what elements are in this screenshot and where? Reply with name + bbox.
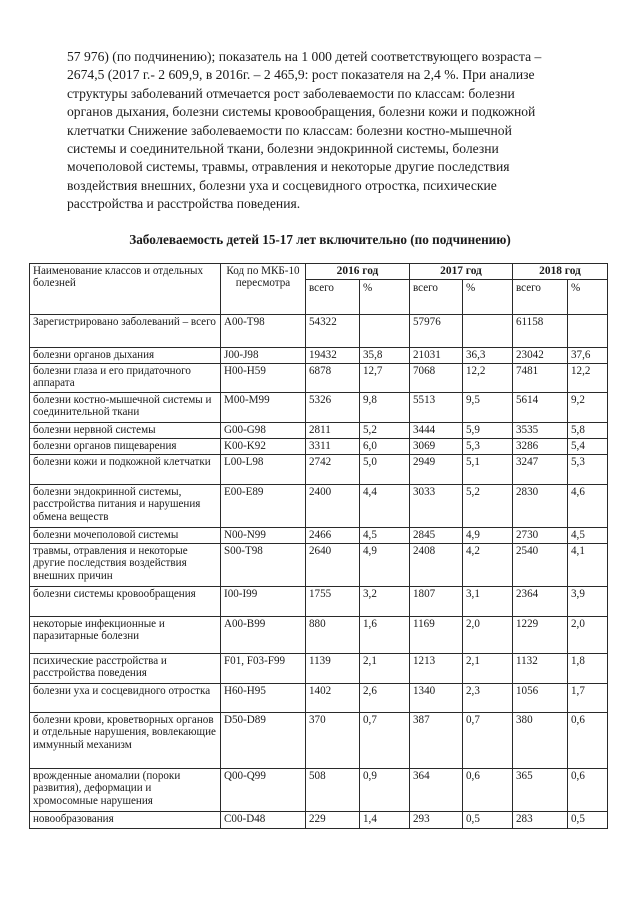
total-2016-cell: 1755 [306,587,360,617]
table-row [30,812,608,829]
disease-class-cell: новообразования [30,812,221,829]
total-2017-cell: 293 [410,812,463,829]
disease-class-cell: болезни системы кровообращения [30,587,221,617]
percent-2018-cell: 12,2 [568,364,608,393]
disease-class-cell: болезни органов дыхания [30,348,221,364]
total-2018-cell: 61158 [513,315,568,348]
total-2018-cell: 1056 [513,684,568,713]
total-2018-cell: 5614 [513,393,568,423]
total-2016-cell: 2811 [306,423,360,439]
percent-2017-cell: 2,3 [463,684,513,713]
total-2016-cell: 2742 [306,455,360,485]
percent-2016-cell: 6,0 [360,439,410,455]
morbidity-table [29,263,608,829]
percent-2017-cell: 2,1 [463,654,513,684]
total-2018-cell: 2830 [513,485,568,528]
total-2017-cell: 7068 [410,364,463,393]
disease-class-cell: болезни мочеполовой системы [30,528,221,544]
header-total-2016: всего [306,280,360,315]
header-disease-class: Наименование классов и отдельных болезней [30,264,221,315]
icd-code-cell: N00-N99 [221,528,306,544]
percent-2016-cell: 12,7 [360,364,410,393]
total-2017-cell: 3069 [410,439,463,455]
icd-code-cell: D50-D89 [221,713,306,769]
total-2016-cell: 54322 [306,315,360,348]
percent-2018-cell: 9,2 [568,393,608,423]
total-2017-cell: 387 [410,713,463,769]
table-row [30,544,608,587]
total-2018-cell: 1229 [513,617,568,654]
total-2017-cell: 1169 [410,617,463,654]
total-2017-cell: 2845 [410,528,463,544]
disease-class-cell: болезни нервной системы [30,423,221,439]
percent-2016-cell: 1,4 [360,812,410,829]
header-row-years [30,264,608,280]
header-year-2016: 2016 год [306,264,410,280]
percent-2016-cell: 4,4 [360,485,410,528]
percent-2018-cell: 5,8 [568,423,608,439]
icd-code-cell: H60-H95 [221,684,306,713]
disease-class-cell: болезни кожи и подкожной клетчатки [30,455,221,485]
percent-2017-cell: 4,9 [463,528,513,544]
total-2017-cell: 1213 [410,654,463,684]
percent-2016-cell: 9,8 [360,393,410,423]
percent-2018-cell: 0,6 [568,769,608,812]
table-row [30,315,608,348]
table-row [30,393,608,423]
total-2017-cell: 1807 [410,587,463,617]
total-2016-cell: 1402 [306,684,360,713]
table-row [30,348,608,364]
percent-2016-cell: 1,6 [360,617,410,654]
disease-class-cell: болезни уха и сосцевидного отростка [30,684,221,713]
table-row [30,654,608,684]
percent-2016-cell: 4,5 [360,528,410,544]
icd-code-cell: K00-K92 [221,439,306,455]
total-2016-cell: 19432 [306,348,360,364]
percent-2018-cell: 2,0 [568,617,608,654]
header-total-2017: всего [410,280,463,315]
paragraph-line: органов дыхания, болезни системы кровообращения, болезни кожи и подкожной [67,104,536,120]
table-row [30,528,608,544]
paragraph-line: клетчатки Снижение заболеваемости по классам: болезни костно-мышечной [67,122,512,138]
percent-2017-cell: 12,2 [463,364,513,393]
total-2018-cell: 3286 [513,439,568,455]
percent-2018-cell: 1,8 [568,654,608,684]
percent-2018-cell: 4,6 [568,485,608,528]
percent-2017-cell [463,315,513,348]
percent-2018-cell: 37,6 [568,348,608,364]
disease-class-cell: травмы, отравления и некоторые другие последствия воздействия внешних причин [30,544,221,587]
total-2016-cell: 6878 [306,364,360,393]
total-2017-cell: 2408 [410,544,463,587]
percent-2018-cell: 5,3 [568,455,608,485]
disease-class-cell: Зарегистрировано заболеваний – всего [30,315,221,348]
percent-2017-cell: 5,1 [463,455,513,485]
disease-class-cell: болезни эндокринной системы, расстройства питания и нарушения обмена веществ [30,485,221,528]
percent-2017-cell: 9,5 [463,393,513,423]
total-2017-cell: 2949 [410,455,463,485]
table-row [30,364,608,393]
disease-class-cell: болезни крови, кроветворных органов и отдельные нарушения, вовлекающие иммунный механизм [30,713,221,769]
percent-2016-cell: 2,1 [360,654,410,684]
icd-code-cell: A00-T98 [221,315,306,348]
icd-code-cell: J00-J98 [221,348,306,364]
percent-2016-cell: 2,6 [360,684,410,713]
total-2018-cell: 380 [513,713,568,769]
total-2018-cell: 365 [513,769,568,812]
percent-2017-cell: 36,3 [463,348,513,364]
percent-2018-cell: 0,5 [568,812,608,829]
icd-code-cell: G00-G98 [221,423,306,439]
intro-paragraph [67,48,615,214]
table-row [30,423,608,439]
total-2016-cell: 3311 [306,439,360,455]
paragraph-line: расстройства и расстройства поведения. [67,196,301,212]
percent-2017-cell: 0,6 [463,769,513,812]
percent-2018-cell: 4,1 [568,544,608,587]
header-percent-2017: % [463,280,513,315]
paragraph-line: воздействия внешних, болезни уха и сосцевидного отростка, психические [67,177,497,193]
header-icd-code: Код по МКБ-10 пересмотра [221,264,306,315]
table-row [30,684,608,713]
total-2016-cell: 1139 [306,654,360,684]
paragraph-line: мочеполовой системы, травмы, отравления и некоторые другие последствия [67,159,510,175]
total-2018-cell: 3247 [513,455,568,485]
percent-2016-cell: 5,0 [360,455,410,485]
icd-code-cell: S00-T98 [221,544,306,587]
percent-2018-cell: 4,5 [568,528,608,544]
percent-2017-cell: 0,7 [463,713,513,769]
table-body [30,315,608,829]
total-2017-cell: 57976 [410,315,463,348]
header-total-2018: всего [513,280,568,315]
table-row [30,713,608,769]
disease-class-cell: врожденные аномалии (пороки развития), деформации и хромосомные нарушения [30,769,221,812]
total-2016-cell: 5326 [306,393,360,423]
percent-2017-cell: 4,2 [463,544,513,587]
table-row [30,485,608,528]
percent-2016-cell [360,315,410,348]
disease-class-cell: болезни органов пищеварения [30,439,221,455]
percent-2017-cell: 5,9 [463,423,513,439]
disease-class-cell: болезни костно-мышечной системы и соединительной ткани [30,393,221,423]
disease-class-cell: некоторые инфекционные и паразитарные болезни [30,617,221,654]
total-2018-cell: 283 [513,812,568,829]
icd-code-cell: C00-D48 [221,812,306,829]
percent-2017-cell: 3,1 [463,587,513,617]
total-2016-cell: 880 [306,617,360,654]
percent-2016-cell: 4,9 [360,544,410,587]
icd-code-cell: E00-E89 [221,485,306,528]
percent-2017-cell: 0,5 [463,812,513,829]
total-2016-cell: 370 [306,713,360,769]
total-2016-cell: 2400 [306,485,360,528]
percent-2018-cell: 1,7 [568,684,608,713]
paragraph-line: 2674,5 (2017 г.- 2 609,9, в 2016г. – 2 465,9: рост показателя на 2,4 %. При анализе [67,67,535,83]
paragraph-line: структуры заболеваний отмечается рост заболеваемости по классам: болезни [67,85,515,101]
paragraph-line: 57 976) (по подчинению); показатель на 1 000 детей соответствующего возраста – [67,49,542,64]
disease-class-cell: психические расстройства и расстройства поведения [30,654,221,684]
table-row [30,587,608,617]
total-2017-cell: 21031 [410,348,463,364]
icd-code-cell: I00-I99 [221,587,306,617]
total-2017-cell: 5513 [410,393,463,423]
total-2018-cell: 3535 [513,423,568,439]
total-2018-cell: 2730 [513,528,568,544]
icd-code-cell: L00-L98 [221,455,306,485]
total-2018-cell: 2540 [513,544,568,587]
percent-2017-cell: 5,2 [463,485,513,528]
icd-code-cell: M00-M99 [221,393,306,423]
percent-2016-cell: 3,2 [360,587,410,617]
header-percent-2018: % [568,280,608,315]
total-2017-cell: 1340 [410,684,463,713]
percent-2016-cell: 35,8 [360,348,410,364]
table-row [30,439,608,455]
header-year-2018: 2018 год [513,264,608,280]
icd-code-cell: A00-B99 [221,617,306,654]
total-2017-cell: 3033 [410,485,463,528]
table-row [30,769,608,812]
percent-2016-cell: 0,9 [360,769,410,812]
total-2016-cell: 2640 [306,544,360,587]
total-2017-cell: 364 [410,769,463,812]
percent-2016-cell: 0,7 [360,713,410,769]
table-row [30,455,608,485]
paragraph-line: системы и соединительной ткани, болезни эндокринной системы, болезни [67,141,499,157]
header-percent-2016: % [360,280,410,315]
total-2018-cell: 23042 [513,348,568,364]
total-2018-cell: 2364 [513,587,568,617]
percent-2017-cell: 2,0 [463,617,513,654]
total-2017-cell: 3444 [410,423,463,439]
percent-2018-cell: 3,9 [568,587,608,617]
table-title: Заболеваемость детей 15-17 лет включительно (по подчинению) [129,232,511,247]
percent-2018-cell: 0,6 [568,713,608,769]
percent-2018-cell [568,315,608,348]
total-2018-cell: 7481 [513,364,568,393]
total-2016-cell: 508 [306,769,360,812]
percent-2016-cell: 5,2 [360,423,410,439]
disease-class-cell: болезни глаза и его придаточного аппарата [30,364,221,393]
total-2016-cell: 229 [306,812,360,829]
icd-code-cell: F01, F03-F99 [221,654,306,684]
total-2018-cell: 1132 [513,654,568,684]
percent-2017-cell: 5,3 [463,439,513,455]
header-year-2017: 2017 год [410,264,513,280]
table-row [30,617,608,654]
total-2016-cell: 2466 [306,528,360,544]
percent-2018-cell: 5,4 [568,439,608,455]
icd-code-cell: H00-H59 [221,364,306,393]
icd-code-cell: Q00-Q99 [221,769,306,812]
